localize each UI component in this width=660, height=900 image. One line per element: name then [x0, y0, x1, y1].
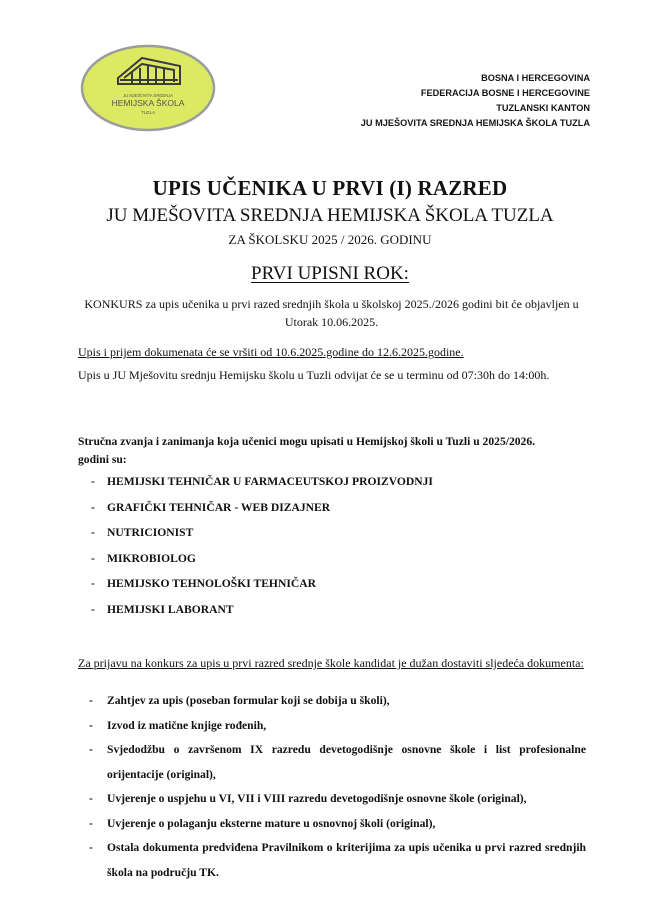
- program-name: HEMIJSKO TEHNOLOŠKI TEHNIČAR: [107, 577, 316, 591]
- bullet-dash: -: [89, 743, 93, 756]
- authority-line-country: BOSNA I HERCEGOVINA: [481, 73, 590, 83]
- school-year-line: ZA ŠKOLSKU 2025 / 2026. GODINU: [228, 232, 432, 247]
- bullet-dash: -: [91, 475, 95, 488]
- document-item: Izvod iz matične knjige rođenih,: [107, 718, 267, 732]
- program-name: HEMIJSKI LABORANT: [107, 602, 234, 616]
- required-documents-list: [89, 689, 586, 885]
- bullet-dash: -: [91, 602, 95, 616]
- authority-line-school: JU MJEŠOVITA SREDNJA HEMIJSKA ŠKOLA TUZLA: [360, 118, 590, 128]
- authority-line-canton: TUZLANSKI KANTON: [496, 103, 590, 113]
- document-title: UPIS UČENIKA U PRVI (I) RAZRED: [152, 176, 508, 200]
- list-item: [91, 472, 433, 498]
- document-submission-dates: Upis i prijem dokumenata će se vršiti od 10.6.2025.godine do 12.6.2025.godine.: [78, 345, 464, 359]
- bullet-dash: -: [89, 694, 93, 707]
- bullet-dash: -: [91, 551, 95, 565]
- list-item: [89, 714, 586, 739]
- document-item: Uvjerenje o polaganju eksterne mature u osnovnoj školi (original),: [107, 816, 436, 830]
- list-item: [89, 836, 586, 885]
- enrollment-hours-paragraph: Upis u JU Mješovitu srednju Hemijsku školu u Tuzli odvijat će se u terminu od 07:30h do 14:00h.: [78, 368, 550, 382]
- list-item: [89, 689, 586, 714]
- bullet-dash: -: [91, 526, 95, 540]
- list-item: [91, 600, 433, 626]
- authority-line-federation: FEDERACIJA BOSNE I HERCEGOVINE: [420, 88, 590, 98]
- deadline-heading: PRVI UPISNI ROK:: [251, 263, 409, 284]
- logo-emblem: [80, 44, 216, 132]
- logo-bottom-text: TUZLA: [140, 110, 156, 115]
- bullet-dash: -: [89, 816, 93, 830]
- logo-top-text: JU MJEŠOVITA SREDNJA: [122, 93, 174, 98]
- program-name: NUTRICIONIST: [107, 526, 194, 540]
- bullet-dash: -: [89, 792, 93, 805]
- document-item: Svjedodžbu o završenom IX razredu devetogodišnje osnovne škole i list profesionalne orijentacije (original),: [107, 743, 586, 781]
- logo-main-text: HEMIJSKA ŠKOLA: [111, 98, 185, 108]
- programs-list: [91, 472, 433, 626]
- document-item: Zahtjev za upis (poseban formular koji se dobija u školi),: [107, 694, 390, 707]
- list-item: [91, 549, 433, 575]
- programs-intro: Stručna zvanja i zanimanja koja učenici mogu upisati u Hemijskoj školi u Tuzli u 2025/2026. godini su:: [78, 435, 536, 466]
- bullet-dash: -: [91, 577, 95, 591]
- document-item: Uvjerenje o uspjehu u VI, VII i VIII razredu devetogodišnje osnovne škole (original),: [107, 792, 527, 805]
- program-name: GRAFIČKI TEHNIČAR - WEB DIZAJNER: [107, 500, 331, 514]
- school-name-heading: JU MJEŠOVITA SREDNJA HEMIJSKA ŠKOLA TUZLA: [106, 205, 554, 226]
- authority-header: [361, 71, 590, 131]
- konkurs-paragraph: KONKURS za upis učenika u prvi razed srednjih škola u školskoj 2025./2026 godini bit će objavljen u Utorak 10.06.2025.: [84, 297, 579, 329]
- document-item: Ostala dokumenta predviđena Pravilnikom o kriterijima za upis učenika u prvi razred srednjih škola na području TK.: [107, 841, 586, 879]
- list-item: [89, 812, 586, 837]
- program-name: MIKROBIOLOG: [107, 551, 196, 565]
- list-item: [89, 738, 586, 787]
- documents-intro: Za prijavu na konkurs za upis u prvi razred srednje škole kandidat je dužan dostaviti sljedeća dokumenta:: [78, 656, 584, 670]
- bullet-dash: -: [89, 718, 93, 732]
- list-item: [91, 498, 433, 524]
- bullet-dash: -: [89, 841, 93, 854]
- program-name: HEMIJSKI TEHNIČAR U FARMACEUTSKOJ PROIZVODNJI: [107, 475, 433, 488]
- school-logo: [80, 44, 216, 132]
- bullet-dash: -: [91, 500, 95, 514]
- list-item: [91, 523, 433, 549]
- list-item: [91, 574, 433, 600]
- list-item: [89, 787, 586, 812]
